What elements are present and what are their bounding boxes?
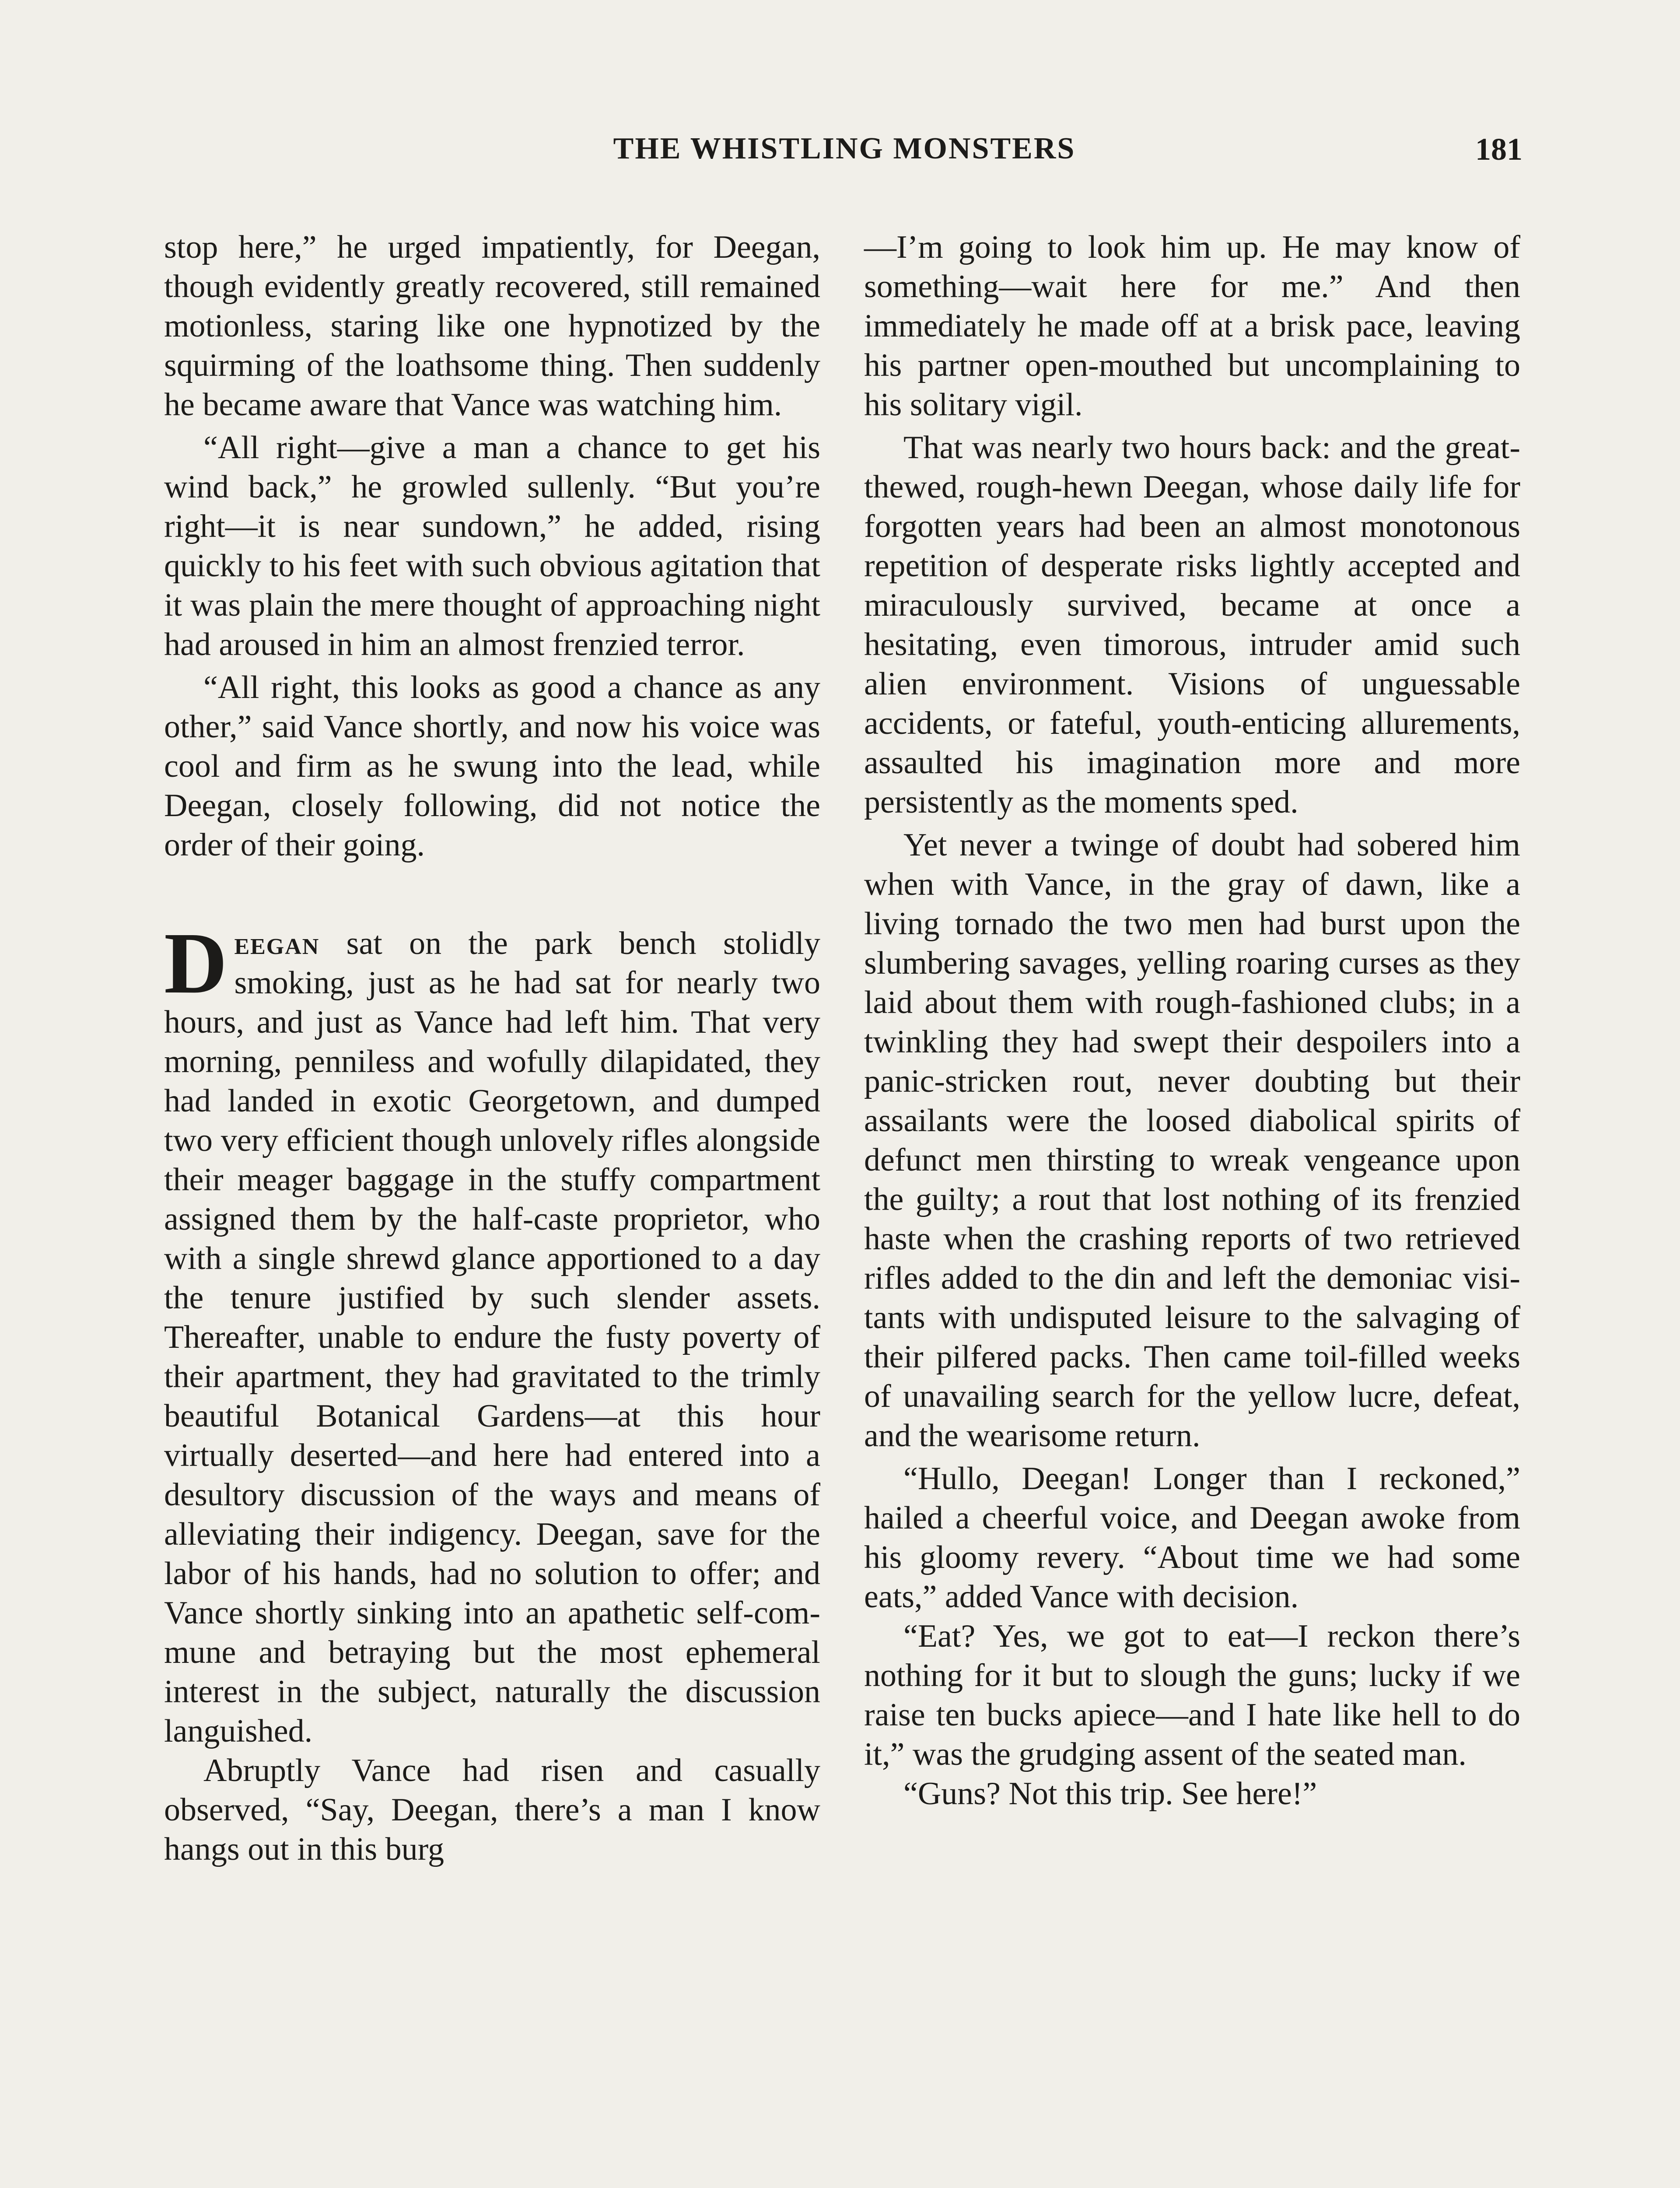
page-number: 181: [1475, 132, 1522, 167]
paragraph: Yet never a twinge of doubt had sobered him when with Vance, in the gray of dawn, like a living tornado the two men had burst upon the slumbering savages, yelling roaring curses as they laid about them with rough-fashioned clubs; in a twinkling they had swept their despoilers into a panic-stricken rout, never doubting but their assailants were the loosed diabolical spirits of defunct men thirsting to wreak vengeance upon the guilty; a rout that lost nothing of its frenzied haste when the crashing reports of two retrieved rifles added to the din and left the demoniac visitants with undisputed leisure to the salvaging of their pilfered packs. Then came toil-filled weeks of unavailing search for the yellow lucre, defeat, and the wearisome return.: [864, 827, 1520, 1454]
drop-cap: D: [164, 915, 228, 1012]
paragraph: “Eat? Yes, we got to eat—I reckon there’s nothing for it but to slough the guns; lucky if we raise ten bucks apiece—and I hate like hell to do it,” was the grudging assent of the seated man.: [864, 1618, 1520, 1772]
paragraph-text: sat on the park bench stolidly smoking, just as he had sat for nearly two hours, and just as Vance had left him. That very morning, penniless and wofully dilapidated, they had landed in exotic Georgetown, and dumped two very efficient though unlovely rifles alongside their meager baggage in the stuffy compartment assigned them by the half-caste proprietor, who with a single shrewd glance apportioned to a day the tenure justified by such slender assets. Thereafter, unable to endure the fusty poverty of their apartment, they had gravitated to the trimly beautiful Botanical Gardens—at this hour virtually deserted—and here had entered into a desultory discussion of the ways and means of alleviating their indigency. Deegan, save for the labor of his hands, had no solution to offer; and Vance shortly sinking into an apathetic self-commune and betraying but the most ephemeral interest in the subject, naturally the discussion languished.: [164, 926, 820, 1749]
paragraph: “All right—give a man a chance to get his wind back,” he growled sullenly. “But you’re right—it is near sundown,” he added, rising quickly to his feet with such obvious agitation that it was plain the mere thought of approaching night had aroused in him an almost frenzied terror.: [164, 430, 820, 663]
running-title: THE WHISTLING MONSTERS: [613, 132, 1076, 165]
paragraph: “Guns? Not this trip. See here!”: [903, 1776, 1317, 1812]
left-column: [164, 228, 820, 1869]
paragraph-dropcap: [164, 915, 820, 1751]
paragraph: That was nearly two hours back: and the great-thewed, rough-hewn Deegan, whose daily life for forgotten years had been an almost monotonous repetition of desperate risks lightly accepted and miraculously survived, became at once a hesitating, even timorous, intruder amid such alien environment. Visions of unguessable accidents, or fateful, youth-enticing allurements, assaulted his imagination more and more persistently as the moments sped.: [864, 430, 1520, 820]
paragraph: “All right, this looks as good a chance as any other,” said Vance shortly, and now his voice was cool and firm as he swung into the lead, while Deegan, closely following, did not notice the order of their going.: [164, 670, 820, 863]
paragraph: —I’m going to look him up. He may know of something—wait here for me.” And then immediately he made off at a brisk pace, leaving his partner open-mouthed but uncomplaining to his solitary vigil.: [864, 229, 1520, 423]
right-column: [864, 228, 1520, 1813]
paragraph: Abruptly Vance had risen and casually observed, “Say, Deegan, there’s a man I know hangs out in this burg: [164, 1753, 820, 1867]
paragraph: stop here,” he urged impatiently, for Deegan, though evidently greatly recovered, still remained motionless, staring like one hypnotized by the squirming of the loathsome thing. Then suddenly he became aware that Vance was watching him.: [164, 229, 820, 423]
section-break: [164, 865, 820, 924]
paragraph: “Hullo, Deegan! Longer than I reckoned,” hailed a cheerful voice, and Deegan awoke from his gloomy revery. “About time we had some eats,” added Vance with decision.: [864, 1461, 1520, 1615]
smallcaps-word: eegan: [234, 926, 320, 961]
page-header: [166, 131, 1522, 184]
